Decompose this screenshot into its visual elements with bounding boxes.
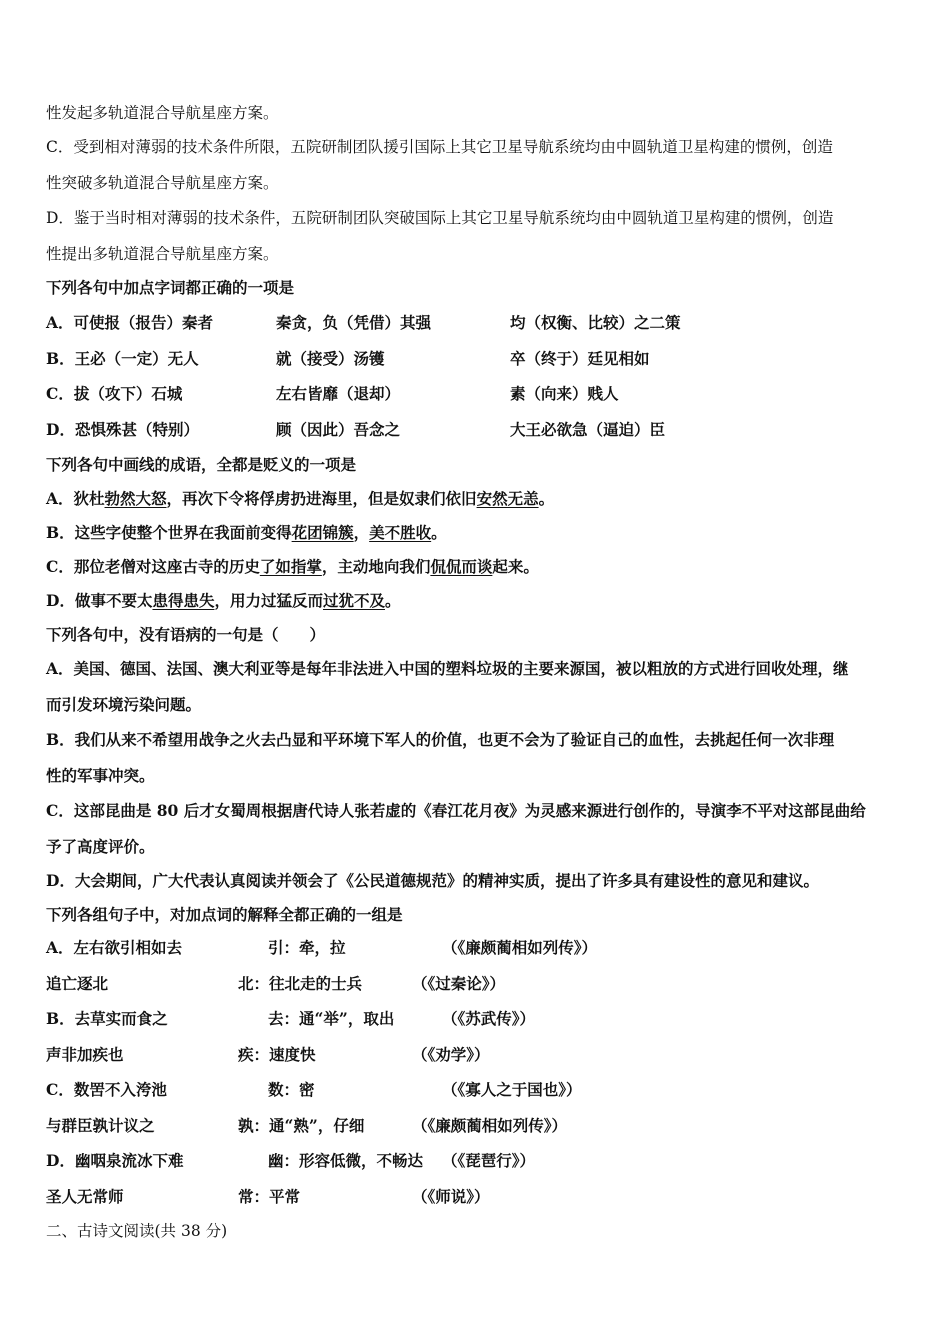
q1-a-col1: A．可使报（报告）秦者: [46, 313, 214, 332]
question-4-stem: 下列各组句子中，对加点词的解释全都正确的一组是: [46, 905, 403, 924]
q2-a-text3: 。: [538, 489, 555, 508]
question-3-option-b-line2: 性的军事冲突。: [46, 766, 155, 785]
q4-source: （《过秦论》）: [412, 974, 506, 993]
question-2-option-a: [46, 488, 910, 510]
question-2-option-c: [46, 556, 910, 578]
option-c-line2: 性突破多轨道混合导航星座方案。: [46, 174, 279, 192]
option-d-line1: D．鉴于当时相对薄弱的技术条件，五院研制团队突破国际上其它卫星导航系统均由中圆轨道卫星构建的惯例，创造: [46, 209, 834, 227]
question-3-option-d: D．大会期间，广大代表认真阅读并领会了《公民道德规范》的精神实质，提出了许多具有建设性的意见和建议。: [46, 871, 819, 890]
q2-d-text2: ，用力过猛反而: [214, 591, 323, 610]
q4-explanation: 数：密: [268, 1080, 315, 1099]
q2-c-idiom1: 了如指掌: [259, 557, 322, 576]
q2-b-text1: B．这些字使整个世界在我面前变得: [46, 523, 292, 542]
q4-explanation: 北：往北走的士兵: [238, 974, 363, 993]
q4-source: （《寡人之于国也》）: [442, 1080, 582, 1099]
question-3-option-c-line2: 予了高度评价。: [46, 837, 155, 856]
question-2-stem: 下列各句中画线的成语，全都是贬义的一项是: [46, 455, 357, 474]
q2-c-text1: C．那位老僧对这座古寺的历史: [46, 557, 260, 576]
q4-source: （《廉颇蔺相如列传》）: [442, 938, 598, 957]
q4-explanation: 幽：形容低微，不畅达: [268, 1151, 424, 1170]
q2-b-idiom1: 花团锦簇: [291, 523, 354, 542]
q2-d-idiom2: 过犹不及: [322, 591, 385, 610]
q1-b-col3: 卒（终于）廷见相如: [510, 349, 650, 368]
q2-b-idiom2: 美不胜收: [369, 523, 432, 542]
q1-d-col2: 顾（因此）吾念之: [276, 420, 401, 439]
q4-sentence: C．数罟不入洿池: [46, 1080, 167, 1099]
q1-b-col1: B．王必（一定）无人: [46, 349, 199, 368]
option-d-line2: 性提出多轨道混合导航星座方案。: [46, 245, 279, 263]
question-3-option-c-line1: C．这部昆曲是 80 后才女蜀周根据唐代诗人张若虚的《春江花月夜》为灵感来源进行创作的，导演李不平对这部昆曲给: [46, 801, 866, 820]
q4-sentence: D．幽咽泉流冰下难: [46, 1151, 184, 1170]
q2-a-text1: A．狄杜: [46, 489, 105, 508]
q2-d-text1: D．做事不要太: [46, 591, 153, 610]
question-1-stem: 下列各句中加点字词都正确的一项是: [46, 278, 295, 297]
question-3-option-a-line1: A．美国、德国、法国、澳大利亚等是每年非法进入中国的塑料垃圾的主要来源国，被以粗放的方式进行回收处理，继: [46, 659, 849, 678]
q1-c-col2: 左右皆靡（退却）: [276, 384, 401, 403]
q1-c-col1: C．拔（攻下）石城: [46, 384, 183, 403]
question-3-option-b-line1: B．我们从来不希望用战争之火去凸显和平环境下军人的价值，也更不会为了验证自己的血性，去挑起任何一次非理: [46, 730, 835, 749]
question-2-option-d: [46, 590, 910, 612]
q2-d-idiom1: 患得患失: [152, 591, 215, 610]
q2-a-idiom1: 勃然大怒: [104, 489, 167, 508]
q4-source: （《琵琶行》）: [442, 1151, 536, 1170]
question-2-option-b: [46, 522, 910, 544]
q4-source: （《师说》）: [412, 1187, 490, 1206]
question-3-stem: 下列各句中，没有语病的一句是（ ）: [46, 625, 326, 644]
q4-sentence: A．左右欲引相如去: [46, 938, 183, 957]
q4-source: （《劝学》）: [412, 1045, 490, 1064]
q1-c-col3: 素（向来）贱人: [510, 384, 619, 403]
q2-b-text2: ，: [353, 523, 370, 542]
q4-sentence: 与群臣孰计议之: [46, 1116, 155, 1135]
q4-sentence: 追亡逐北: [46, 974, 109, 993]
section-heading: 二、古诗文阅读(共 38 分): [46, 1222, 228, 1240]
q2-d-text3: 。: [385, 591, 401, 610]
q2-a-text2: ，再次下令将俘虏扔进海里，但是奴隶们依旧: [166, 489, 477, 508]
option-c-line1: C．受到相对薄弱的技术条件所限，五院研制团队援引国际上其它卫星导航系统均由中圆轨道卫星构建的惯例，创造: [46, 138, 833, 156]
q4-explanation: 孰：通“熟”，仔细: [238, 1116, 365, 1135]
q4-explanation: 疾：速度快: [238, 1045, 316, 1064]
q4-sentence: 圣人无常师: [46, 1187, 124, 1206]
q1-b-col2: 就（接受）汤镬: [276, 349, 385, 368]
q2-c-text2: ，主动地向我们: [321, 557, 431, 576]
q1-a-col2: 秦贪，负（凭借）其强: [276, 313, 432, 332]
q1-d-col1: D．恐惧殊甚（特别）: [46, 420, 199, 439]
q4-source: （《廉颇蔺相如列传》）: [412, 1116, 568, 1135]
q2-a-idiom2: 安然无恙: [476, 489, 539, 508]
q2-c-idiom2: 侃侃而谈: [430, 557, 493, 576]
q4-source: （《苏武传》）: [442, 1009, 536, 1028]
q1-a-col3: 均（权衡、比较）之二策: [510, 313, 681, 332]
q4-explanation: 常：平常: [238, 1187, 301, 1206]
question-3-option-a-line2: 而引发环境污染问题。: [46, 695, 202, 714]
q1-d-col3: 大王必欲急（逼迫）臣: [510, 420, 666, 439]
option-b-continuation: 性发起多轨道混合导航星座方案。: [46, 104, 279, 122]
q2-c-text3: 起来。: [492, 557, 539, 576]
q4-explanation: 引：牵，拉: [268, 938, 346, 957]
q2-b-text3: 。: [431, 523, 447, 542]
q4-sentence: 声非加疾也: [46, 1045, 124, 1064]
q4-sentence: B．去草实而食之: [46, 1009, 168, 1028]
q4-explanation: 去：通“举”，取出: [268, 1009, 395, 1028]
